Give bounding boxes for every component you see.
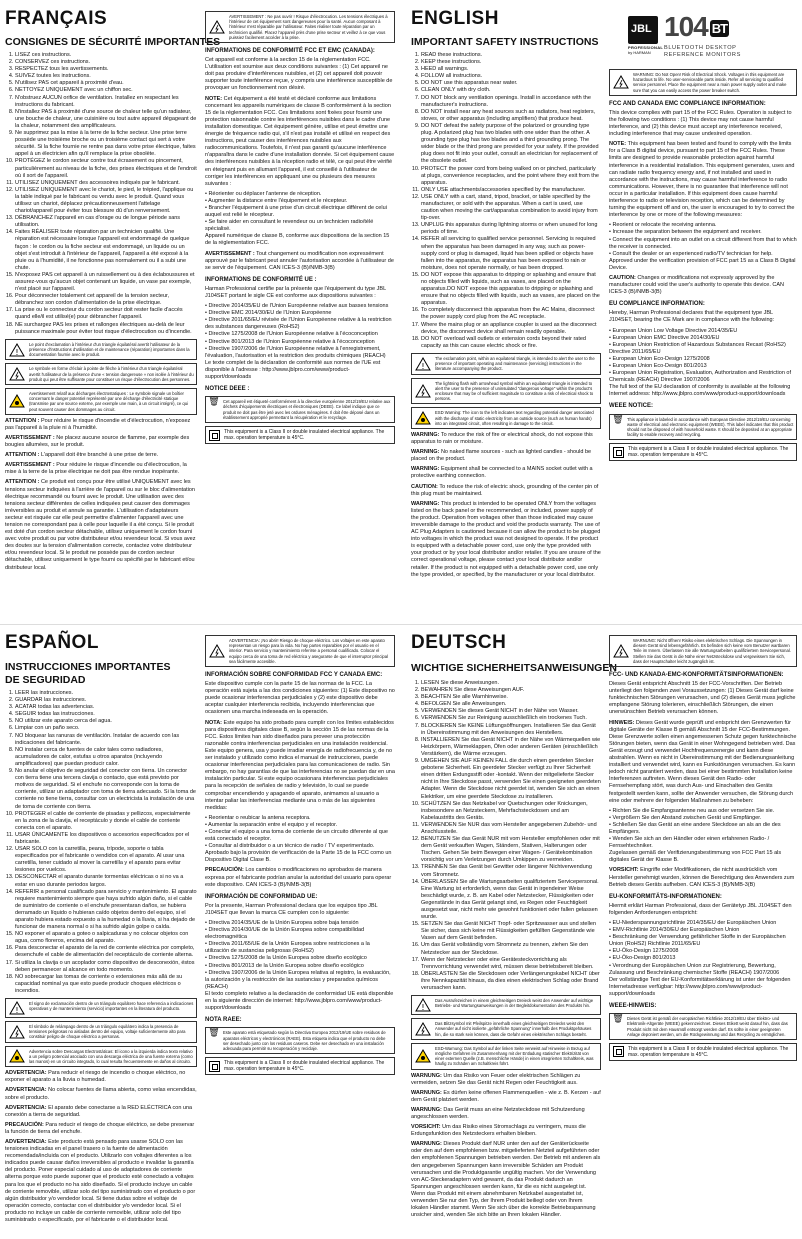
list-item: 1. LEER las instrucciones. xyxy=(15,690,197,697)
es-lightning-text: El símbolo de relámpago dentro de un triángulo equilátero indica la presencia de tensiones peligrosas no aisladas dentro del equipo, voltaje suficientemente alto para constituir peligro de choque eléctrico a personas. xyxy=(29,1024,186,1040)
en-lightning-text: The lightning flash with arrowhead symbol within an equilateral triangle is intended to alert the user to the presence of uninsulated "dangerous voltage" within the product's enclosure that may be of sufficient magnitude to constitute a risk of electrical shock to persons. xyxy=(435,380,594,402)
es-warning-2: ADVERTENCIA: No colocar fuentes de llama abierta, como velas encendidas, sobre el producto. xyxy=(5,1087,197,1101)
list-item: • Wenden Sie sich an den Händler oder einen erfahrenen Radio- / Fernsehtechniker. xyxy=(609,836,770,850)
model-digits: 104 xyxy=(664,11,708,42)
fr-weee-heading: NOTICE DEEE : xyxy=(205,386,250,393)
en-class-box xyxy=(609,443,797,461)
list-item: 3. BEACHTEN Sie alle Warnhinweise. xyxy=(421,694,601,701)
list-item: 18. NO sobrecargar las tomas de corriente o extensiones más allá de su capacidad nominal ya que esto puede producir choques eléctricos o incendios. xyxy=(15,974,197,995)
en-warning-1: WARNING: To reduce the risk of fire or electrical shock, do not expose this apparatus to rain or moisture. xyxy=(411,431,593,446)
lightning-triangle-icon xyxy=(8,366,26,382)
es-eu-2: El texto completo relativo a la declaración de conformidad UE está disponible en la siguiente dirección de internet: http://www.jblpro.com/www/product-support/downloads xyxy=(205,990,394,1012)
list-item: 7. NO bloquear las ranuras de ventilación. Instalar de acuerdo con las indicaciones del fabricante. xyxy=(15,733,197,747)
de-class-box xyxy=(609,1043,797,1061)
es-instruction-list xyxy=(5,690,197,995)
list-item: 14. REFERIR a personal cualificado para servicio y mantenimiento. El aparato requiere mantenimiento siempre que haya sufrido algún daño, si el cable de suministro de corriente o el enchufe presentaran daños, se hubiera derramado un líquido o hubieran caído objetos dentro del equipo, si el aparato hubiera estado expuesto a la humedad o la lluvia, si ha dejado de funcionar de manera normal o si ha sufrido algún golpe o caída. xyxy=(15,889,197,932)
es-heading-1: INSTRUCCIONES IMPORTANTES xyxy=(5,661,171,673)
model-number xyxy=(664,11,729,43)
svg-text:!: ! xyxy=(421,1003,425,1013)
list-item: 9. Ne supprimez pas la mise à la terre de la fiche secteur. Une prise terre possède une troisième broche ou un troisième contact qui sert à votre sécurité. Si la fiche fournie ne rentre pas dans votre prise électrique, faites appel à un électricien afin qu'il remplace la prise obsolète. xyxy=(15,130,197,158)
list-item: 5. DO NOT use this apparatus near water. xyxy=(421,80,601,87)
list-item: • Verordnung der Europäischen Union zur Registrierung, Bewertung, Zulassung und Beschränkung chemischer Stoffe (REACH) 1907/2006 xyxy=(609,962,780,976)
en-warning-4: CAUTION: To reduce the risk of electric shock, grounding of the center pin of this plug must be maintained. xyxy=(411,483,599,497)
svg-text:!: ! xyxy=(15,347,19,357)
fr-esd-text: Avertissement relatif aux décharges électrostatiques : Le symbole signale un boîtier concernant le danger potentiel représenté par une décharge d'électricité statique (transmise par une source externe, par exemple une main, à un circuit intégré), ce qui peut souvent causer des dommages au circuit. xyxy=(29,390,188,412)
de-class-text: This equipment is a Class II or double insulated electrical appliance. The max. operation temperature is 45°C. xyxy=(628,1045,789,1058)
fr-warning-2: AVERTISSEMENT : Ne placez aucune source de flamme, par exemple des bougies allumées, sur le produit. xyxy=(5,434,190,449)
fr-fcc-heading: INFORMATIONS DE CONFORMITÉ FCC ET EMC (CANADA): xyxy=(205,48,375,55)
fr-lightning-box xyxy=(5,363,197,385)
de-fcc-3: VORSICHT: Eingriffe oder Modifikationen, die nicht ausdrücklich vom Hersteller genehmigt wurden, können die Berechtigung des Anwenders zum Betrieb dieses Geräts aufheben. CAN ICES-3 (B)/NMB-3(B) xyxy=(609,867,795,888)
list-item: • Directive EMC 2014/30/EU de l'Union Européenne xyxy=(205,310,332,317)
fr-eu-list xyxy=(205,303,395,360)
list-item: 7. DO NOT block any ventilation openings. Install in accordance with the manufacturer's instructions. xyxy=(421,95,601,109)
list-item: • European Union Eco-Design 1275/2008 xyxy=(609,355,710,362)
en-lightning-box xyxy=(411,378,601,405)
exclamation-triangle-icon xyxy=(414,998,432,1012)
fr-col-2 xyxy=(205,8,395,620)
de-exclamation-box xyxy=(411,995,601,1015)
es-warning-4: PRECAUCIÓN: Para reducir el riesgo de choque eléctrico, se debe preservar la función de tierra del enchufe. xyxy=(5,1121,195,1135)
en-warning-5: WARNING: This product is intended to be operated ONLY from the voltages listed on the back panel or the recommended, or included, power supply of the product. Operation from voltages other than those indicated may cause irreversible damage to the product and void the products warranty. The use of AC Plug Adapters is cautioned because it can allow the product to be plugged into voltages in which the product was not designed to operate. If the product is equipped with a detachable power cord, use only the type provided with your product or by your local distributor and/or retailer. If you are unsure of the correct operational voltage, please contact your local distributor and/or retailer. If the product is not equipped with a detachable power cord, use only the type provided, or specified, by the manufacturer or your local distributor. xyxy=(411,500,601,578)
en-fcc-3: CAUTION: Changes or modifications not expressly approved by the manufacturer could void the user's authority to operate this device. CAN ICES-3 (B)/NMB-3(B) xyxy=(609,274,785,296)
list-item: • EU-Niederspannungsrichtlinie 2014/35/EU der Europäischen Union xyxy=(609,920,777,927)
list-item: • Consult the dealer or an experienced radio/TV technician for help. xyxy=(609,250,773,257)
de-lightning-box xyxy=(411,1018,601,1040)
de-warning-3: WARNUNG: Das Gerät muss an eine Netzsteckdose mit Schutzerdung angeschlossen werden. xyxy=(411,1106,585,1121)
esd-hand-icon xyxy=(414,410,432,426)
list-item: 6. NETTOYEZ UNIQUEMENT avec un chiffon sec. xyxy=(15,87,197,94)
jbl-professional: PROFESSIONAL xyxy=(628,45,664,50)
list-item: 7. N'obstruez AUCUN orifice de ventilation. Installez en respectant les instructions du fabricant. xyxy=(15,95,197,109)
en-esd-text: ESD Warning: The icon to the left indicates text regarding potential danger associated with the discharge of static electricity from an outside source (such as human hands) into an integrated circuit, often resulting in damage to the circuit. xyxy=(435,410,594,426)
list-item: 14. REFER all servicing to qualified service personnel. Servicing is required when the apparatus has been damaged in any way, such as power-supply cord or plug is damaged, liquid has been spilled or objects have fallen into the apparatus, the apparatus has been exposed to rain or moisture, does not operate normally, or has been dropped. xyxy=(421,236,601,271)
de-col-2 xyxy=(609,632,797,1235)
de-heading: WICHTIGE SICHERHEITSANWEISUNGEN xyxy=(411,662,617,674)
list-item: 15. DO NOT expose this apparatus to dripping or splashing and ensure that no objects filled with liquids, such as vases, are placed on the apparatus.DO NOT expose this apparatus to dripping or splashing and ensure that no objects filled with liquids, such as vases, are placed on the apparatus. xyxy=(421,272,601,307)
class-ii-icon xyxy=(209,1061,220,1072)
fr-language-title: FRANÇAIS xyxy=(5,8,108,29)
list-item: • Increase the separation between the equipment and receiver. xyxy=(609,229,762,236)
list-item: 18. NE surchargez PAS les prises et rallonges électriques au-delà de leur puissance maximale pour éviter tout risque d'électrocution ou d'incendie. xyxy=(15,322,197,336)
es-do-not-open-text: ADVERTENCIA: ¡No abrir! Riesgo de choque eléctrico. Los voltajes en este aparato representan un riesgo para la vida. No hay partes reparables por el usuario en el interior. Para servicio y mantenimiento referirse a personal cualificado. Colocar el equipo cerca de una toma de red eléctrica y asegurarse de que el interruptor principal sea fácilmente accesible. xyxy=(229,638,388,664)
en-weee-box xyxy=(609,414,797,441)
list-item: 6. CLEAN ONLY with dry cloth. xyxy=(421,87,601,94)
es-fcc-3: PRECAUCIÓN: Los cambios o modificaciones no aprobados de manera expresa por el fabricante podrían anular la autoridad del usuario para operar este dispositivo. CAN ICES-3 (B)/NMB-3(B) xyxy=(205,867,392,888)
list-item: 17. Where the mains plug or an appliance coupler is used as the disconnect device, the disconnect device shall remain readily operable. xyxy=(421,322,601,336)
list-item: 2. KEEP these instructions. xyxy=(421,59,601,66)
list-item: • Directiva 1275/2008 de la Unión Europea sobre diseño ecológico xyxy=(205,955,367,962)
half-divider xyxy=(0,624,802,625)
model-suffix: BT xyxy=(711,21,728,37)
de-eu-list xyxy=(609,920,797,977)
fr-col-1 xyxy=(5,52,197,620)
es-eu-heading: INFORMACIÓN DE CONFORMIDAD UE: xyxy=(205,893,318,900)
es-class-text: This equipment is a Class II or double insulated electrical appliance. The max. operation temperature is 45°C. xyxy=(224,1060,385,1073)
lightning-triangle-icon xyxy=(8,1024,26,1040)
es-eu-text: Por la presente, Harman Professional declara que los equipos tipo JBL J104SET que llevan la marca CE cumplen con lo siguiente: xyxy=(205,902,378,916)
list-item: • EMV-Richtlinie 2014/30/EU der Europäischen Union xyxy=(609,927,740,934)
de-exclamation-text: Das Ausrufezeichen in einem gleichseitigen Dreieck weist den Anwender auf wichtige Betriebs- und Wartungsanweisungen in der Begleitdokumentation des Produkts hin. xyxy=(435,998,594,1009)
list-item: 12. BENUTZEN Sie das Gerät NUR mit vom Hersteller empfohlenen oder mit dem Gerät verkauften Wagen, Ständern, Stativen, Halterungen oder Tischen. Gehen Sie beim Bewegen einer Wagen- / Gerätekombination vorsichtig vor um Verletzungen durch Umkippen zu vermeiden. xyxy=(421,836,601,864)
fr-fcc-note: NOTE: Cet équipement a été testé et déclaré conforme aux limitations concernant les appareils numériques de classe B conformément à la section 15 de la réglementation FCC. Ces limitations sont fixées pour fournir une protection raisonnable contre les interférences nuisibles dans le cadre d'une installation domestique. Cet équipement génère, utilise et peut émettre une énergie de fréquence radio qui, s'il n'est pas installé et utilisé en respect des instructions, peut causer des interférences nuisibles aux radiocommunications. Toutefois, il n'est pas garanti qu'aucune interférence n'apparaîtra dans le cadre d'une installation donnée. Si cet équipement cause des interférences nuisibles à la réception radio et télé, ce qui peut être vérifié en éteignant puis en allumant l'appareil, il est conseillé à l'utilisateur de corriger les interférences en appliquant une ou plusieurs des mesures suivantes : xyxy=(205,95,395,187)
list-item: 14. ÜBERLASSEN Sie alle Wartungsarbeiten qualifiziertem Servicepersonal. Eine Wartung ist erforderlich, wenn das Gerät in irgendeiner Weise beschädigt wurde, z. B. am Kabel oder Netzstecker, Flüssigkeiten oder Gegenstände in das Gerät gelangt sind, es Regen oder Feuchtigkeit ausgesetzt war, nicht mehr wie gewohnt funktioniert oder fallen gelassen wurde. xyxy=(421,879,601,922)
list-item: 5. N'utilisez PAS cet appareil à proximité d'eau. xyxy=(15,80,197,87)
shock-warning-icon xyxy=(612,638,630,664)
list-item: • Reorientar o reubicar la antena receptora. xyxy=(205,814,311,821)
list-item: • Connect the equipment into an outlet on a circuit different from that to which the receiver is connected. xyxy=(609,236,797,250)
es-col-1 xyxy=(5,690,197,1235)
shock-warning-icon xyxy=(612,72,630,93)
fr-weee-box xyxy=(205,396,395,423)
fr-fcc-text: Cet appareil est conforme à la section 15 de la réglementation FCC. L'utilisation est soumise aux deux conditions suivantes : (1) Cet appareil ne doit pas produire d'interférences nuisibles, et (2) cet appareil doit pouvoir supporter toute interférence reçue, y compris une interférence susceptible de provoquer un fonctionnement non désiré. xyxy=(205,57,393,92)
fr-warning-4: AVERTISSEMENT : Pour réduire le risque d'incendie ou d'électrocution, la mise à la terre de la prise électrique ne doit pas être rendue inopérante. xyxy=(5,462,187,476)
es-fcc-2: Aprobado bajo la provisión de verificación de la Parte 15 de la FCC como un Dispositivo Digital Clase B. xyxy=(205,850,392,864)
de-instruction-list xyxy=(411,680,601,992)
list-item: 12. UTILISEZ UNIQUEMENT avec le chariot, le pied, le trépied, l'applique ou la table indiqué par le fabricant ou vendu avec le produit. Quand vous utilisez un chariot, déplacez précautionneusement l'attelage chariot/appareil pour éviter tous blessure dû d'un renversement. xyxy=(15,187,197,215)
brand-logo xyxy=(628,11,798,62)
list-item: 16. Para desconectar el aparato de la red de corriente eléctrica por completo, desenchufe el cable de alimentación del receptáculo de corriente alterna. xyxy=(15,945,197,959)
list-item: • Directive 801/2013 de l'Union Européenne relative à l'écoconception xyxy=(205,338,375,345)
exclamation-triangle-icon xyxy=(8,342,26,358)
esd-hand-icon xyxy=(8,1049,26,1065)
list-item: 8. DO NOT install near any heat sources such as radiators, heat registers, stoves, or other apparatus (including amplifiers) that produce heat. xyxy=(421,109,601,123)
svg-text:!: ! xyxy=(421,361,425,371)
en-eu-list xyxy=(609,328,797,385)
shock-warning-icon xyxy=(208,638,226,664)
en-weee-text: This appliance is labeled in accordance with European Directive 2012/19/EU concerning waste of electrical and electronic equipment (WEEE). This label indicates that this product should not be disposed of with household waste. It should be deposited at an appropriate facility to enable recovery and recycling. xyxy=(627,416,794,438)
list-item: 17. La prise ou le connecteur du cordon secteur doit rester facile d'accès quand elle/il est utilisé(e) pour débrancher l'appareil. xyxy=(15,307,197,321)
en-eu-heading: EU COMPLIANCE INFORMATION: xyxy=(609,301,705,308)
de-eu-text: Hiermit erklärt Harman Professional, dass der Gerätetyp JBL J104SET den folgenden Anforderungen entspricht: xyxy=(609,902,792,916)
fr-class-text: This equipment is a Class II or double insulated electrical appliance. The max. operation temperature is 45°C. xyxy=(224,429,385,442)
jbl-by-harman: by HARMAN xyxy=(628,50,651,55)
list-item: • EU-Öko-Design 1275/2008 xyxy=(609,948,679,955)
list-item: • Se faire aider en consultant le revendeur ou un technicien radio/télé spécialisé. xyxy=(205,219,374,233)
list-item: 11. ONLY USE attachments/accessories specified by the manufacturer. xyxy=(421,187,601,194)
svg-text:!: ! xyxy=(15,1006,19,1016)
fr-do-not-open-text: AVERTISSEMENT : Ne pas ouvrir ! Risque d'électrocution. Les tensions électriques à l'intérieur de cet équipement sont dangereuses pour la santé. Aucun composant à l'intérieur n'est réparable par l'utilisateur. Faites réaliser toute réparation par un technicien qualifié. Placez l'appareil près d'une prise secteur et veillez à ce que vous puissiez facilement accéder à la prise. xyxy=(229,14,388,40)
list-item: • Directiva 2014/35/UE de la Unión Europea sobre baja tensión xyxy=(205,920,359,927)
en-do-not-open-box xyxy=(609,69,797,96)
list-item: • European Union EMC Directive 2014/30/EU xyxy=(609,334,720,341)
de-lightning-text: Das Blitzsymbol mit Pfeilspitze innerhalb eines gleichseitigen Dreiecks weist den Anwender auf nicht isolierte „gefährliche Spannung" innerhalb des Produktgehäuses hin, die so stark sein können, dass die Gefahr eines elektrischen Schlags besteht. xyxy=(435,1021,592,1037)
list-item: 15. N'exposez PAS cet appareil à un ruissellement ou à des éclaboussures et assurez-vous qu'aucun objet contenant un liquide, un vase par exemple, n'est placé sur l'appareil. xyxy=(15,272,197,293)
de-fcc-list xyxy=(609,808,797,851)
es-language-title: ESPAÑOL xyxy=(5,632,99,653)
list-item: 4. SUIVEZ toutes les instructions. xyxy=(15,73,197,80)
list-item: • Directive 2014/35/EU de l'Union Européenne relative aux basses tensions xyxy=(205,303,389,310)
jbl-brand-name: JBL xyxy=(631,23,652,35)
es-warning-1: ADVERTENCIA: Para reducir el riesgo de incendio o choque eléctrico, no exponer el aparato a la lluvia o humedad. xyxy=(5,1070,186,1084)
fr-warning-5: ATTENTION : Ce produit est conçu pour être utilisé UNIQUEMENT avec les tensions secteur indiquées à l'arrière de l'appareil ou sur le bloc d'alimentation électrique recommandé ou fourni avec le produit. Une utilisation avec des tensions secteur différentes de celles indiquées peut causer des dommages irréversibles au produit et annule sa garantie. L'utilisation d'adaptateurs secteur est risquée car elle peut permettre d'alimenter l'appareil avec une tension ne correspondant pas à celle pour laquelle il a été conçu. Si le produit est doté d'un cordon secteur détachable, utilisez uniquement le cordon fourni avec votre produit ou par votre distributeur et/ou revendeur local. Si vous avez des doutes sur la tension d'alimentation correcte, contactez votre distributeur et/ou revendeur local. Si le produit ne possède pas de cordon secteur détachable, utilisez uniquement le type fourni ou spécifié par le fabricant et/ou distributeur local. xyxy=(5,479,196,571)
de-warning-4: VORSICHT: Um das Risiko eines Stromschlags zu verringern, muss die Erdungsfunktion des Netzsteckers erhalten bleiben. xyxy=(411,1124,586,1138)
en-do-not-open-text: WARNING: Do Not Open! Risk of Electrical Shock. Voltages in this equipment are hazardous to life. No user-serviceable parts inside. Refer all servicing to qualified service personnel. Place the equipment near a main power supply outlet and make sure that you can easily access the power breaker switch. xyxy=(633,72,787,93)
list-item: • Directiva 801/2013 de la Unión Europea sobre diseño ecológico xyxy=(205,962,364,969)
de-warning-1: WARNUNG: Um das Risiko von Feuer oder elektrischen Schlägen zu vermeiden, setzen Sie das Gerät nicht Regen oder Feuchtigkeit aus. xyxy=(411,1072,581,1086)
list-item: • European Union Eco-Design 801/2013 xyxy=(609,363,707,369)
de-col-1 xyxy=(411,680,601,1235)
list-item: 13. DESCONECTAR el aparato durante tormentas eléctricas o si no va a estar en uso durante periodos largos. xyxy=(15,874,197,888)
list-item: 11. VERWENDEN Sie NUR das vom Hersteller angegebenen Zubehör- und Anschlussteile. xyxy=(421,822,601,836)
list-item: • Directiva 2014/30/UE de la Unión Europea sobre compatibilidad electromagnética xyxy=(205,927,365,941)
fr-eu-heading: INFORMATIONS DE CONFORMITÉ UE : xyxy=(205,276,317,283)
en-eu-2: The full text of the EU declaration of conformity is available at the following Internet address: http://www.jblpro.com/www/product-support/downloads xyxy=(609,384,791,398)
list-item: • Augmenter la distance entre l'équipement et le récepteur. xyxy=(205,197,348,204)
fr-exclamation-text: Le point d'exclamation à l'intérieur d'un triangle équilatéral avertit l'utilisateur de la présence d'instructions d'utilisation et de maintenance (réparation) importantes dans la documentation fournie avec le produit. xyxy=(29,341,190,358)
list-item: 9. No anular el objetivo de seguridad del conector con tierra. Un conector con tierra tiene una tercera clavija o contacto, que está previsto por motivos de seguridad. Si el enchufe no corresponde con la toma de corriente, utilizar un adaptador con toma de tierra adecuado. Si la toma de corriente no tiene tierra, consultar con un electricista la instalación de una de toma de corriente con tierra. xyxy=(15,768,197,811)
de-fcc-heading: FCC- UND KANADA-EMC-KONFORMITÄTSINFORMATIONEN: xyxy=(609,672,784,679)
list-item: 14. Faites RÉALISER toute réparation par un technicien qualifié. Une réparation est nécessaire lorsque l'appareil est endommagé de quelque façon : le cordon ou la fiche secteur est endommagé, un liquide ou un objet s'est introduit à l'intérieur de l'appareil, l'appareil a été exposé à la pluie ou à l'humidité, il ne fonctionne pas normalement ou il a subi une chute. xyxy=(15,229,197,272)
list-item: • Réorienter ou déplacer l'antenne de réception. xyxy=(205,190,322,197)
list-item: 2. GUARDAR las instrucciones. xyxy=(15,697,197,704)
de-do-not-open-text: WARNUNG: Nicht öffnen! Risiko eines elektrischen Schlags. Die Spannungen in diesem Gerät sind lebensgefährlich. Es befinden sich keine vom Benutzer wartbaren Teile im Innern. Überlassen Sie alle Wartungsarbeiten qualifiziertem Servicepersonal. Stellen Sie das Gerät in die Nähe einer Netzsteckdose und vergewissern Sie sich, dass der Hauptschalter leicht zugänglich ist. xyxy=(633,638,791,664)
crossed-bin-icon: 🗑 xyxy=(208,1027,220,1038)
fr-eu-text: Harman Professional certifie par la présente que l'équipement du type JBL J104SET portant le sigle CE est conforme aux dispositions suivantes : xyxy=(205,285,386,300)
list-item: • European Union Low Voltage Directive 2014/35/EU xyxy=(609,327,738,334)
crossed-bin-icon: 🗑 xyxy=(612,1013,624,1024)
list-item: 9. DO NOT defeat the safety purpose of the polarized or grounding type plug. A polarized plug has two blades with one wider than the other. A grounding type plug has two blades and a third grounding prong. The wider blade or the third prong are provided for your safety. If the provided plug does not fit into your outlet, consult an electrician for replacement of the obsolete outlet. xyxy=(421,123,601,166)
list-item: • EU-Öko-Design 801/2013 xyxy=(609,955,676,962)
es-exclamation-text: El signo de exclamación dentro de un triángulo equilátero hace referencia a indicaciones operativas y de mantenimiento (servicio) importantes en la literatura del producto. xyxy=(29,1001,194,1012)
es-warning-5: ADVERTENCIA: Este producto está pensado para usarse SOLO con las tensiones indicadas en el panel trasero o la fuente de alimentación recomendada/incluida con el producto. Utilizarlo con voltajes diferentes a los indicados puede causar daños irreversibles al producto e invalidar la garantía del producto. Poner especial cuidado al uso de adaptadores de corriente alterna porque esto puede suponer que el producto esté conectado a voltajes para los que el producto no ha sido diseñado. Si el producto incluye un cable de corriente removible, utilizar solo del tipo suministrado con el producto o por algún distribuidor y/o vendedor local. Si tiene dudas sobre el voltaje de operación correcto, contactar con el distribuidor y/o vendedor local. Si el producto no incluye un cable de corriente removible, utilizar solo del tipo suministrado o especificado, por el fabricante o el distribuidor local. xyxy=(5,1139,196,1224)
en-exclamation-box xyxy=(411,353,601,375)
es-lightning-box xyxy=(5,1021,197,1043)
es-esd-box xyxy=(5,1046,197,1068)
list-item: • Aumentar la separación entre el equipo y el receptor. xyxy=(205,821,338,828)
crossed-bin-icon: 🗑 xyxy=(612,413,624,424)
list-item: 7. BLOCKIEREN Sie KEINE Lüftungsöffnungen. Installieren Sie das Gerät in Übereinstimmung mit den Anweisungen des Herstellers. xyxy=(421,723,601,737)
en-col-1 xyxy=(411,52,601,620)
shock-warning-icon xyxy=(208,14,226,40)
list-item: 11. USAR ÚNICAMENTE los dispositivos o accesorios especificados por el fabricante. xyxy=(15,832,197,846)
list-item: 1. LISEZ ces instructions. xyxy=(15,52,197,59)
list-item: 18. DO NOT overload wall outlets or extension cords beyond their rated capacity as this can cause electric shock or fire. xyxy=(421,336,601,350)
list-item: 5. NO utilizar este aparato cerca del agua. xyxy=(15,718,197,725)
es-eu-list xyxy=(205,920,395,991)
en-col-2 xyxy=(609,66,797,620)
list-item: 16. Um das Gerät vollständig vom Stromnetz zu trennen, ziehen Sie den Netzstecker aus der Steckdose. xyxy=(421,942,601,956)
en-weee-heading: WEEE NOTICE: xyxy=(609,403,654,410)
es-fcc-heading: INFORMACIÓN SOBRE CONFORMIDAD FCC Y CANADA EMC: xyxy=(205,672,383,679)
list-item: 4. FOLLOW all instructions. xyxy=(421,73,601,80)
es-warning-3: ADVERTENCIA: El aparato debe conectarse a la RED ELÉCTRICA con una conexión a tierra de seguridad. xyxy=(5,1104,193,1118)
de-weee-heading: WEEE-HINWEIS: xyxy=(609,1003,657,1010)
es-col-2 xyxy=(205,632,395,1235)
list-item: 3. RESPECTEZ tous les avertissements. xyxy=(15,66,197,73)
fr-fcc-list xyxy=(205,191,395,234)
class-ii-icon xyxy=(209,430,220,441)
list-item: 2. BEWAHREN Sie diese Anweisungen AUF. xyxy=(421,687,601,694)
fr-do-not-open-box xyxy=(205,11,395,43)
fr-exclamation-box xyxy=(5,339,197,361)
de-language-title: DEUTSCH xyxy=(411,632,507,653)
es-do-not-open-box xyxy=(205,635,395,667)
exclamation-triangle-icon xyxy=(8,1001,26,1015)
list-item: • European Union Restriction of Hazardous Substances Recast (RoHS2) Directive 2011/65/EU xyxy=(609,341,786,355)
en-warning-3: WARNING: Equipment shall be connected to a MAINS socket outlet with a protective earthing connection. xyxy=(411,466,593,480)
en-eu-text: Hereby, Harman Professional declares that the equipment type JBL J104SET, bearing the CE Mark are in compliance with the following: xyxy=(609,310,775,324)
fr-heading: CONSIGNES DE SÉCURITÉ IMPORTANTES xyxy=(5,36,221,48)
list-item: • Vergrößern Sie den Abstand zwischen Gerät und Empfänger. xyxy=(609,814,762,821)
list-item: • Directiva 2011/65/UE de la Unión Europea sobre restricciones a la utilización de sustancias peligrosas (RoHS2) xyxy=(205,941,370,955)
list-item: 13. UNPLUG this apparatus during lightning storms or when unused for long periods of time. xyxy=(421,222,601,236)
crossed-bin-icon: 🗑 xyxy=(208,396,220,407)
lightning-triangle-icon xyxy=(414,381,432,402)
list-item: • European Union Registration, Evaluation, Authorization and Restriction of Chemicals (REACH) Directive 1907/2006 xyxy=(609,370,792,384)
de-fcc-note: HINWEIS: Dieses Gerät wurde geprüft und entspricht den Grenzwerten für digitale Geräte der Klasse B gemäß Abschnitt 15 der FCC-Bestimmungen. Diese Grenzwerte sollen einen angemessenen Schutz gegen funktechnische Störungen bieten, wenn das Gerät in einer Wohngegend betrieben wird. Das Gerät erzeugt und verwendet Hochfrequenzenergie und kann diese abstrahlen. Wenn es nicht in Übereinstimmung mit der Bedienungsanleitung installiert und verwendet wird, kann es Funkstörungen verursachen. Es kann jedoch nicht garantiert werden, dass bei einer bestimmten Installation keine Interferenzen auftreten. Wenn dieses Gerät den Radio- oder Fernsehempfang stört, was durch Aus- und Einschalten des Geräts festgestellt werden kann, sollte der Anwender versuchen, die Störung durch eine oder mehrere der folgenden Maßnahmen zu beheben: xyxy=(609,719,797,804)
es-fcc-list xyxy=(205,815,395,850)
es-exclamation-box xyxy=(5,998,197,1018)
fr-lightning-text: Le symbole en forme d'éclair à pointe de flèche à l'intérieur d'un triangle équilatéral avertit l'utilisateur de la présence d'une « tension dangereuse » non isolée à l'intérieur du produit qui peut être suffisante pour constituer un risque d'électrocution des personnes. xyxy=(29,366,194,382)
list-item: 8. N'installez PAS à proximité d'une source de chaleur telle qu'un radiateur, une bouche de chaleur, une cuisinière ou tout autre appareil dégageant de la chaleur, notamment des amplificateurs. xyxy=(15,109,197,130)
es-fcc-note: NOTA: Este equipo ha sido probado para cumplir con los límites establecidos para dispositivos digitales clase B, según la sección 15 de las normas de la FCC. Estos límites han sido diseñados para proveer una protección razonable contra interferencias perjudiciales en una instalación residencial. Este equipo genera, usa y puede irradiar energía de radiofrecuencia y, de no ser instalado y utilizado como indica el manual de instrucciones, puede ocasionar interferencias perjudiciales para las comunicaciones de radio. Sin embargo, no hay garantías de que las interferencias no se puedan dar en una instalación particular. Si este equipo ocasionara interferencias perjudiciales para la recepción de señales de radio y televisión, lo cual se puede comprobar encendiendo y apagando el aparato, animamos al usuario a intentar paliar las interferencias mediante una o más de las siguientes medidas: xyxy=(205,719,395,811)
fr-eu-2: Le texte complet de la déclaration de conformité aux normes de l'UE est disponible à l'adresse : http://www.jblpro.com/www/product-support/downloads xyxy=(205,359,381,381)
list-item: • Beschränkung der Verwendung gefährlicher Stoffe in der Europäischen Union (RoHS2) Richtlinie 2011/65/EU xyxy=(609,934,786,948)
fr-class-box xyxy=(205,426,395,444)
list-item: 13. TRENNEN Sie das Gerät bei Gewitter oder längerer Nichtverwendung vom Stromnetz. xyxy=(421,864,601,878)
list-item: 3. HEED all warnings. xyxy=(421,66,601,73)
en-heading: IMPORTANT SAFETY INSTRUCTIONS xyxy=(411,36,599,48)
list-item: 6. Limpiar con un paño seco. xyxy=(15,725,197,732)
list-item: 15. NO exponer el aparato a goteo o salpicaduras y no colocar objetos con agua, como floreros, encima del aparato. xyxy=(15,931,197,945)
fr-instruction-list xyxy=(5,52,197,336)
es-fcc-text: Este dispositivo cumple con la parte 15 de las normas de la FCC. La operación está sujeta a las dos condiciones siguientes: (1) Este dispositivo no puede ocasionar interferencias perjudiciales y (2) este dispositivo debe aceptar cualquier interferencia recibida, incluyendo interferencias que ocasionen una marcha indeseada en la operación. xyxy=(205,681,395,716)
en-fcc-list xyxy=(609,222,797,257)
en-warning-2: WARNING: No naked flame sources - such as lighted candles - should be placed on the product. xyxy=(411,449,592,463)
en-fcc-note: NOTE: This equipment has been tested and found to comply with the limits for a Class B digital device, pursuant to part 15 of the FCC Rules. These limits are designed to provide reasonable protection against harmful interference in a residential installation. This equipment generates, uses and can radiate radio frequency energy and, if not installed and used in accordance with the instructions, may cause harmful interference to radio communications. However, there is no guarantee that interference will not occur in a particular installation. If this equipment does cause harmful interference to radio or television reception, which can be determined by turning the equipment off and on, the user is encouraged to try to correct the interference by one or more of the following measures: xyxy=(609,141,795,219)
list-item: • Directive 2011/65/EU révisée de l'Union Européenne relative à la restriction des substances dangereuses (RoHS2) xyxy=(205,317,392,331)
de-fcc-text: Dieses Gerät entspricht Abschnitt 15 der FCC-Vorschriften. Der Betrieb unterliegt den folgenden zwei Voraussetzungen: (1) Dieses Gerät darf keine funktechnischen Störungen verursachen, und (2) dieses Gerät muss jegliche empfangene Störung tolerieren, einschließlich Störungen, die einen unerwünschten Betrieb verursachen können. xyxy=(609,681,796,716)
de-weee-box xyxy=(609,1013,797,1040)
fr-warning-1: ATTENTION : Pour réduire le risque d'incendie et d'électrocution, n'exposez pas l'appareil à la pluie ni à l'humidité. xyxy=(5,417,191,431)
fr-fcc-2: Appareil numérique de classe B, conforme aux dispositions de la section 15 de la réglementation FCC. xyxy=(205,233,390,247)
de-esd-text: ESD-Warnung: Das Symbol auf der linken Seite verweist auf Hinweise in Bezug auf mögliche Gefahren im Zusammenhang mit der Entladung statischer Elektrizität von einer externen Quelle (z.B. menschliche Hände) in einen integrierten Schaltkreis, was häufig zu Schäden am Schaltkreis führt. xyxy=(435,1045,594,1067)
list-item: 16. To completely disconnect this apparatus from the AC Mains, disconnect the power supply cord plug from the AC receptacle. xyxy=(421,307,601,321)
list-item: 11. UTILISEZ UNIQUEMENT des accessoires indiqués par le fabricant. xyxy=(15,180,197,187)
en-fcc-2: Approved under the verification provision of FCC part 15 as a Class B Digital Device. xyxy=(609,257,796,271)
fr-warning-3: ATTENTION : L'appareil doit être branché à une prise de terre. xyxy=(5,452,159,459)
fr-esd-box xyxy=(5,388,197,415)
de-eu-heading: EU-KONFORMITÄTS-INFORMATIONEN: xyxy=(609,893,722,900)
list-item: • Directive 1907/2006 de l'Union Européenne relative à l'enregistrement, l'évaluation, l'autorisation et la restriction des produits chimiques (REACH) xyxy=(205,345,386,359)
esd-hand-icon xyxy=(414,1046,432,1067)
es-class-box xyxy=(205,1057,395,1075)
list-item: 17. Wenn der Netzstecker oder eine Gerätesteckvorrichtung als Trennvorrichtung verwendet wird, müssen diese betriebsbereit bleiben. xyxy=(421,957,601,971)
list-item: • Conectar el equipo a una toma de corriente de un circuito diferente al que está conectado el receptor. xyxy=(205,828,388,843)
list-item: • Directiva 1907/2006 de la Unión Europea relativa al registro, la evaluación, la autorización y la restricción de las sustancias y preparados químicos (REACH) xyxy=(205,969,391,990)
list-item: • Reorient or relocate the receiving antenna. xyxy=(609,222,717,229)
list-item: 12. USAR SOLO con la carretilla, peana, trípode, soporte o tabla especificados por el fabricante o vendidos con el aparato. Al usar una carretilla, tener cuidado al mover la carretilla y el aparato para evitar lesiones por vuelcos. xyxy=(15,846,197,874)
list-item: • Consultar al distribuidor o a un técnico de radio / TV experimentado. xyxy=(205,843,375,850)
list-item: 10. SCHÜTZEN Sie das Netzkabel vor Quetschungen oder Knickungen, insbesondere an Netzsteckern, Mehrfachsteckdosen und am Kabelaustritts des Geräts. xyxy=(421,801,601,822)
brand-tagline-2: REFERENCE MONITORS xyxy=(664,52,741,58)
class-ii-icon xyxy=(613,1046,624,1057)
list-item: 4. SEGUIR todas las instrucciones. xyxy=(15,711,197,718)
en-language-title: ENGLISH xyxy=(411,8,499,29)
lightning-triangle-icon xyxy=(414,1021,432,1037)
de-do-not-open-box xyxy=(609,635,797,667)
exclamation-triangle-icon xyxy=(414,356,432,372)
list-item: 9. UMGEHEN SIE AUF KEINEN FALL die durch einen geerdeten Stecker gebotene Sicherheit. Ein geerdeter Stecker verfügt zu Ihrer Sicherheit einen dritten Erdungsstift oder -kontakt. Wenn der mitgelieferte Stecker nicht in Ihre Steckdose passt, verwenden Sie einen geeigneten geerdeten Adapter. Wenn die Steckdose nicht geerdet ist, wenden Sie sich an einen Elektriker, um eine geerdete Steckdose zu installieren. xyxy=(421,758,601,801)
de-warning-5: WARNUNG: Dieses Produkt darf NUR unter den auf der Geräterückseite oder den auf dem empfohlenen bzw. mitgelieferten Netzteil aufgeführten oder den empfohlenen Spannungen betrieben werden. Der Betrieb mit anderen als den angegebenen Spannungen kann irreversible Schäden am Produkt verursachen und die Produktgarantie ungültig machen. Vor der Verwendung von AC-Steckeradaptern wird gewarnt, da das Produkt dadurch an Spannungen angeschlossen werden kann, für die es nicht ausgelegt ist. Wenn das Produkt mit einem abnehmbaren Netzkabel ausgestattet ist, verwenden Sie nur den Typ, der Ihrem Produkt beiliegt oder von Ihrem lokalen Händler stammt. Wenn Sie sich über die korrekte Betriebsspannung unsicher sind, wenden Sie sich bitte an Ihren lokalen Händler. xyxy=(411,1141,601,1219)
es-heading-2: DE SEGURIDAD xyxy=(5,674,86,686)
en-fcc-text: This device complies with part 15 of the FCC Rules. Operation is subject to the following two conditions : (1) This device may not cause harmful interference, and (2) this device must accept any interference received, including interference that may cause undesired operation. xyxy=(609,109,792,138)
class-ii-icon xyxy=(613,447,624,458)
list-item: 17. Si utiliza la clavija o un acoplador como dispositivo de desconexión, éstos deben permanecer al alcance en todo momento. xyxy=(15,960,197,974)
en-class-text: This equipment is a Class II or double insulated electrical appliance. The max. operation temperature is 45°C. xyxy=(628,446,789,459)
brand-tagline-1: BLUETOOTH DESKTOP xyxy=(664,45,737,51)
fr-weee-text: Cet appareil est étiqueté conformément à la directive européenne 2012/19/EU relative aux déchets d'équipements électriques et électroniques (DEEE). Ce label indique que ce produit ne doit pas être jeté avec les ordures ménagères. Il doit être déposé dans un établissement approprié permettant la récupération et le recyclage. xyxy=(223,399,391,420)
list-item: 10. PROTÉGEZ le cordon secteur contre tout écrasement ou pincement, particulièrement au niveau de la fiche, des prises électriques et de l'endroit où il sort de l'appareil. xyxy=(15,158,197,179)
list-item: 5. VERWENDEN Sie dieses Gerät NICHT in der Nähe von Wasser. xyxy=(421,708,601,715)
list-item: 8. INSTALLIEREN Sie das Gerät NICHT in der Nähe von Wärmequellen wie Heizkörpern, Wärmeklappen, Öfen oder anderen Geräten (einschließlich Verstärkern), die Wärme erzeugen. xyxy=(421,737,601,758)
de-fcc-2: Zugelassen gemäß der Verifizierungsbestimmung von FCC Part 15 als digitales Gerät der Klasse B. xyxy=(609,850,782,864)
list-item: 10. PROTEGER el cable de corriente de pisadas y pellizcos, especialmente en la zona de la clavija, el receptáculo y donde el cable de corriente conecta con el aparato. xyxy=(15,811,197,832)
list-item: • Richten Sie die Empfangsantenne neu aus oder versetzen Sie sie. xyxy=(609,807,775,814)
list-item: 15. SETZEN Sie das Gerät NICHT Tropf- oder Spritzwasser aus und stellen Sie sicher, dass sich keine mit Flüssigkeiten gefüllten Gegenstände wie Vasen auf dem Gerät befinden. xyxy=(421,921,601,942)
list-item: 1. LESEN Sie diese Anweisungen. xyxy=(421,680,601,687)
list-item: 18. ÜBERLASTEN Sie die Steckdosen oder Verlängerungskabel NICHT über ihre Nennkapazität hinaus, da dies einen elektrischen Schlag oder Brand verursachen kann. xyxy=(421,971,601,992)
de-eu-2: Der vollständige Text der EU-Konformitätserklärung ist unter der folgenden Internetadresse verfügbar: http://www.jblpro.com/www/product-support/downloads xyxy=(609,976,791,997)
list-item: 1. READ these instructions. xyxy=(421,52,601,59)
en-instruction-list xyxy=(411,52,601,350)
en-esd-box xyxy=(411,407,601,429)
fr-fcc-3: AVERTISSEMENT : Tout changement ou modification non expressément approuvé par le fabricant peut annuler l'autorisation accordée à l'utilisateur de se servir de l'équipement. CAN ICES-3 (B)/NMB-3(B) xyxy=(205,250,394,271)
list-item: • Directive 1275/2008 de l'Union Européenne relative à l'écoconception xyxy=(205,331,378,338)
es-weee-text: Este aparato está etiquetado según la Directiva Europea 2012/19/UE sobre residuos de aparatos eléctricos y electrónicos (RAEE). Esta etiqueta indica que el producto no debe ser desechado junto con los residuos caseros. Debe ser desechado en una instalación adecuada para permitir su recuperación y reciclaje. xyxy=(223,1030,386,1051)
list-item: 4. BEFOLGEN Sie alle Anweisungen. xyxy=(421,701,601,708)
list-item: • Schließen Sie das Gerät an eine andere Steckdose an als an die des Empfängers. xyxy=(609,821,781,835)
es-weee-box xyxy=(205,1027,395,1054)
list-item: • Brancher l'équipement à une prise d'un circuit électrique différent de celui auquel est relié le récepteur. xyxy=(205,204,387,219)
list-item: 2. CONSERVEZ ces instructions. xyxy=(15,59,197,66)
list-item: 8. NO instalar cerca de fuentes de calor tales como radiadores, acumuladores de calor, estufas u otros aparatos (incluyendo amplificadores) que puedan producir calor. xyxy=(15,747,197,768)
de-weee-text: Dieses Gerät ist gemäß der europäischen Richtlinie 2012/19/EU über Elektro- und Elektronik-Altgeräte (WEEE) gekennzeichnet. Dieses Etikett weist darauf hin, dass das Produkt nicht mit dem Hausmüll entsorgt werden darf. Es sollte in einer geeigneten Anlage deponiert werden, um die Rückgewinnung und das Recycling zu ermöglichen. xyxy=(627,1016,788,1037)
list-item: 16. Pour déconnecter totalement cet appareil de la tension secteur, débranchez son cordon d'alimentation de la prise électrique. xyxy=(15,293,197,307)
list-item: 13. DÉBRANCHEZ l'appareil en cas d'orage ou de longue période sans utilisation. xyxy=(15,215,197,229)
es-weee-heading: NOTA RAEE: xyxy=(205,1017,242,1024)
list-item: 6. VERWENDEN Sie zur Reinigung ausschließlich ein trockenes Tuch. xyxy=(421,715,601,722)
esd-hand-icon xyxy=(8,391,26,412)
de-esd-box xyxy=(411,1043,601,1070)
de-warning-2: WARNUNG: Es dürfen keine offenen Flammenquellen - wie z. B. Kerzen - auf dem Gerät platziert werden. xyxy=(411,1089,601,1103)
en-fcc-heading: FCC AND CANADA EMC COMPLIANCE INFORMATION: xyxy=(609,100,766,107)
list-item: 12. USE ONLY with a cart, stand, tripod, bracket, or table specified by the manufacturer, or sold with the apparatus. When a cart is used, use caution when moving the cart/apparatus combination to avoid injury from tip-over. xyxy=(421,194,601,222)
list-item: 3. ACATAR todas las advertencias. xyxy=(15,704,197,711)
list-item: 10. PROTECT the power cord from being walked on or pinched, particularly at plugs, convenience receptacles, and the point where they exit from the apparatus. xyxy=(421,166,601,187)
en-exclamation-text: The exclamation point, within an equilateral triangle, is intended to alert the user to the presence of important operating and maintenance (servicing) instructions in the literature accompanying the product. xyxy=(435,355,595,372)
es-esd-text: Advertencia sobre Descargas Electrostáticas: El icono a la izquierda indica texto relativo a un peligro potencial asociado con una descarga eléctrica de una fuente externa (como las manos) en un circuito integrado, lo cual resulta frecuentemente en daños al circuito. xyxy=(29,1048,193,1065)
